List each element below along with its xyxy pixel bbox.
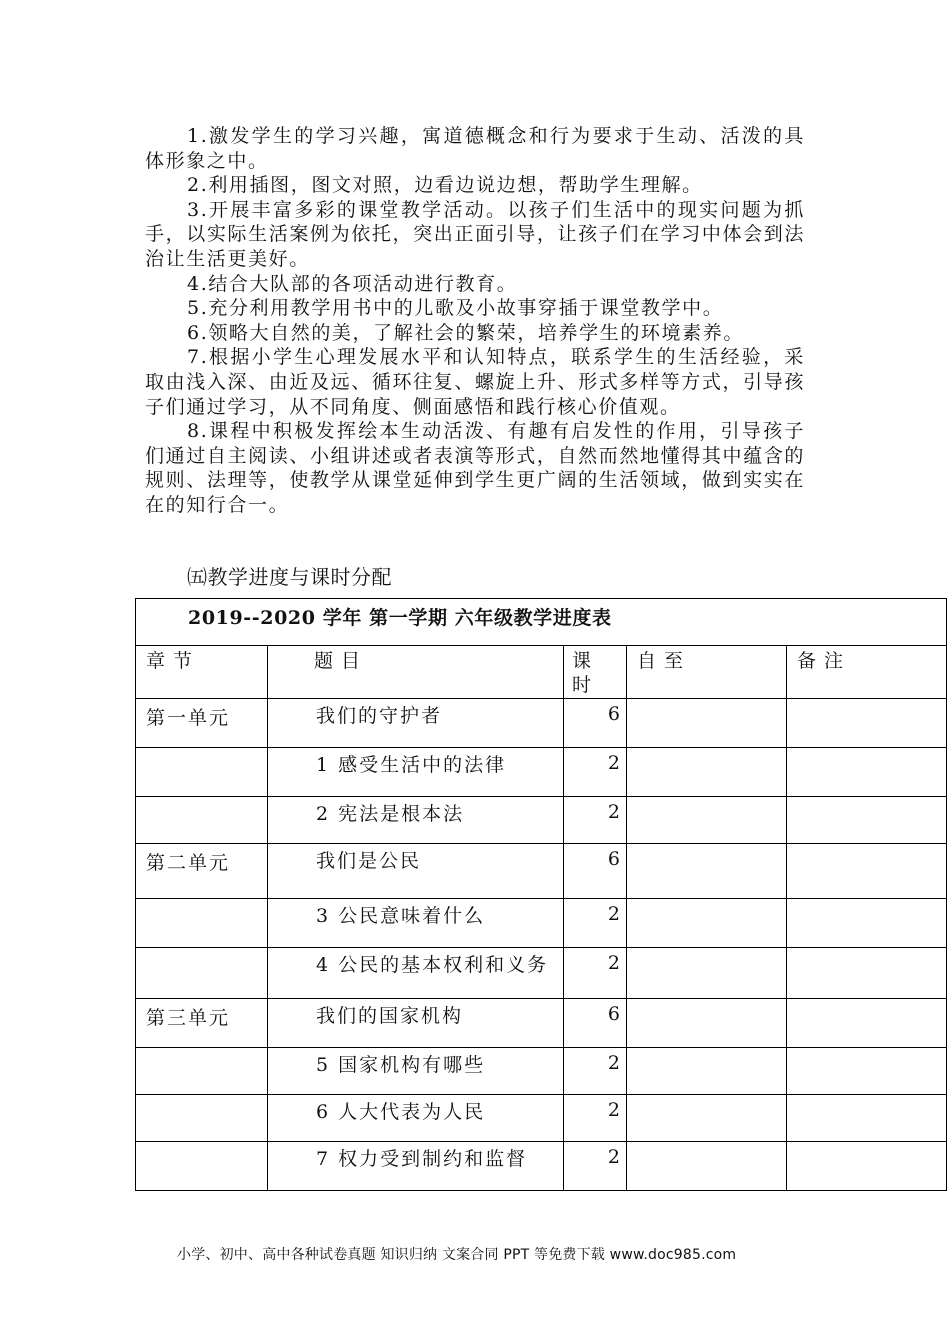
notes-cell: [787, 999, 947, 1048]
hours-cell: 2: [564, 1142, 627, 1191]
from-to-cell: [627, 797, 787, 844]
chapter-cell: [136, 899, 268, 948]
measure-paragraph: 2.利用插图，图文对照，边看边说边想，帮助学生理解。: [187, 174, 703, 197]
topic-cell: 1 感受生活中的法律: [268, 748, 564, 797]
notes-cell: [787, 899, 947, 948]
hours-cell: 2: [564, 1048, 627, 1095]
hours-cell: 6: [564, 999, 627, 1048]
hours-cell: 6: [564, 699, 627, 748]
topic-cell: 我们的守护者: [268, 699, 564, 748]
header-notes: 备 注: [787, 646, 947, 699]
topic-cell: 我们是公民: [268, 844, 564, 899]
notes-cell: [787, 699, 947, 748]
measure-paragraph: 3.开展丰富多彩的课堂教学活动。以孩子们生活中的现实问题为抓手，以实际生活案例为依托，突出正面引导，让孩子们在学习中体会到法治让生活更美好。: [145, 198, 805, 270]
table-row: [136, 1095, 947, 1142]
table-row: [136, 748, 947, 797]
hours-cell: 2: [564, 948, 627, 999]
from-to-cell: [627, 748, 787, 797]
from-to-cell: [627, 1095, 787, 1142]
notes-cell: [787, 1142, 947, 1191]
notes-cell: [787, 1048, 947, 1095]
hours-cell: 2: [564, 899, 627, 948]
measure-paragraph: 8.课程中积极发挥绘本生动活泼、有趣有启发性的作用，引导孩子们通过自主阅读、小组讲述或者表演等形式，自然而然地懂得其中蕴含的规则、法理等，使教学从课堂延伸到学生更广阔的生活领域，做到实实在在的知行合一。: [145, 420, 805, 516]
from-to-cell: [627, 948, 787, 999]
chapter-cell: [136, 797, 268, 844]
page-footer: 小学、初中、高中各种试卷真题 知识归纳 文案合同 PPT 等免费下载 www.doc985.com: [177, 1247, 737, 1263]
from-to-cell: [627, 899, 787, 948]
from-to-cell: [627, 1048, 787, 1095]
measure-paragraph: 7.根据小学生心理发展水平和认知特点，联系学生的生活经验，采取由浅入深、由近及远、循环往复、螺旋上升、形式多样等方式，引导孩子们通过学习，从不同角度、侧面感悟和践行核心价值观。: [145, 346, 805, 418]
table-row: [136, 899, 947, 948]
notes-cell: [787, 1095, 947, 1142]
table-row: [136, 1142, 947, 1191]
chapter-cell: [136, 1142, 268, 1191]
table-row: [136, 999, 947, 1048]
chapter-cell: [136, 748, 268, 797]
from-to-cell: [627, 844, 787, 899]
topic-cell: 2 宪法是根本法: [268, 797, 564, 844]
chapter-cell: 第一单元: [136, 699, 268, 748]
header-chapter: 章 节: [136, 646, 268, 699]
table-title-cell: [136, 599, 947, 646]
header-hours: 课时: [564, 646, 627, 699]
table-row: [136, 948, 947, 999]
hours-cell: 2: [564, 1095, 627, 1142]
chapter-cell: [136, 948, 268, 999]
topic-cell: 我们的国家机构: [268, 999, 564, 1048]
section-heading: ㈤教学进度与课时分配: [187, 565, 392, 589]
chapter-cell: 第三单元: [136, 999, 268, 1048]
notes-cell: [787, 844, 947, 899]
hours-cell: 6: [564, 844, 627, 899]
measure-paragraph: 1.激发学生的学习兴趣，寓道德概念和行为要求于生动、活泼的具体形象之中。: [145, 125, 805, 172]
chapter-cell: [136, 1095, 268, 1142]
table-row: [136, 1048, 947, 1095]
topic-cell: 4 公民的基本权利和义务: [268, 948, 564, 999]
hours-cell: 2: [564, 748, 627, 797]
hours-cell: 2: [564, 797, 627, 844]
measure-paragraph: 6.领略大自然的美，了解社会的繁荣，培养学生的环境素养。: [187, 321, 744, 344]
teaching-measures: [145, 124, 805, 518]
topic-cell: 7 权力受到制约和监督: [268, 1142, 564, 1191]
topic-cell: 5 国家机构有哪些: [268, 1048, 564, 1095]
table-title: 2019--2020 学年 第一学期 六年级教学进度表: [188, 607, 612, 629]
header-topic: 题 目: [268, 646, 564, 699]
table-row: [136, 797, 947, 844]
from-to-cell: [627, 699, 787, 748]
notes-cell: [787, 797, 947, 844]
table-header-row: [136, 646, 947, 699]
teaching-schedule-table: [135, 598, 947, 1191]
from-to-cell: [627, 999, 787, 1048]
measure-paragraph: 5.充分利用教学用书中的儿歌及小故事穿插于课堂教学中。: [187, 297, 724, 320]
topic-cell: 3 公民意味着什么: [268, 899, 564, 948]
measure-paragraph: 4.结合大队部的各项活动进行教育。: [187, 272, 518, 295]
header-from-to: 自 至: [627, 646, 787, 699]
topic-cell: 6 人大代表为人民: [268, 1095, 564, 1142]
notes-cell: [787, 748, 947, 797]
table-row: [136, 699, 947, 748]
from-to-cell: [627, 1142, 787, 1191]
notes-cell: [787, 948, 947, 999]
table-row: [136, 844, 947, 899]
chapter-cell: 第二单元: [136, 844, 268, 899]
chapter-cell: [136, 1048, 268, 1095]
